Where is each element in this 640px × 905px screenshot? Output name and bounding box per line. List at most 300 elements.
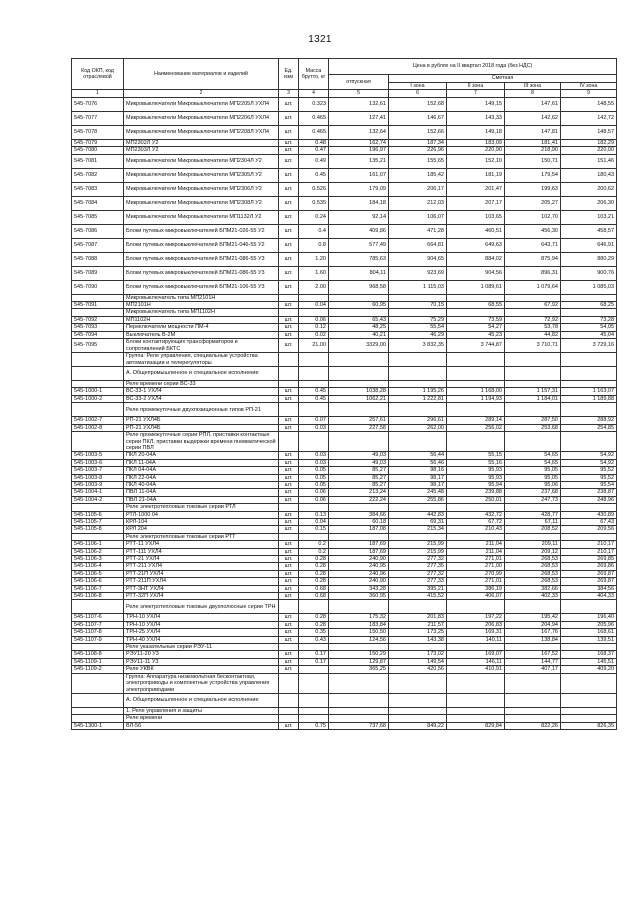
row-mass: 0.28	[299, 556, 329, 563]
row-zone-2-price	[447, 381, 505, 388]
row-release-price: 175,32	[329, 614, 389, 621]
row-unit: шт.	[279, 224, 299, 238]
row-mass: 0.43	[299, 636, 329, 643]
table-row	[72, 316, 617, 323]
table-row	[72, 381, 617, 388]
row-mass: 0.465	[299, 125, 329, 139]
row-name: Блоки путевых микровыключателей БПМ21-026-55 У2	[124, 224, 279, 238]
row-unit: шт.	[279, 636, 299, 643]
row-zone-1-price: 46,29	[389, 331, 447, 338]
row-zone-3-price	[505, 693, 561, 707]
row-unit: шт.	[279, 424, 299, 431]
row-release-price	[329, 504, 389, 511]
row-zone-4-price: 1 085,03	[561, 280, 617, 294]
row-zone-4-price: 210,17	[561, 541, 617, 548]
row-name: ПКЛ 22-04А	[124, 474, 279, 481]
table-row	[72, 621, 617, 628]
row-zone-2-price: 406,07	[447, 593, 505, 600]
row-release-price: 85,27	[329, 474, 389, 481]
row-zone-4-price	[561, 707, 617, 714]
row-release-price: 60,18	[329, 518, 389, 525]
row-zone-1-price: 277,32	[389, 556, 447, 563]
row-zone-1-price	[389, 693, 447, 707]
row-zone-3-price: 896,31	[505, 266, 561, 280]
row-zone-1-price: 277,32	[389, 570, 447, 577]
row-release-price: 240,90	[329, 556, 389, 563]
row-mass: 0.06	[299, 496, 329, 503]
row-zone-3-price: 1 157,31	[505, 388, 561, 395]
row-zone-2-price: 432,72	[447, 511, 505, 518]
row-code: 545-1107-7	[72, 621, 124, 628]
row-zone-4-price: 182,29	[561, 139, 617, 146]
row-code: 545-7079	[72, 139, 124, 146]
row-unit: шт.	[279, 339, 299, 353]
row-name: ТРН-25 УХЛ4	[124, 629, 279, 636]
row-name: Реле промежуточные двухпозиционные типов РП-21	[124, 403, 279, 417]
row-name: Микровыключатель типа МП1102Н	[124, 309, 279, 316]
row-zone-4-price: 148,57	[561, 125, 617, 139]
row-zone-3-price: 102,70	[505, 210, 561, 224]
row-zone-1-price: 395,21	[389, 585, 447, 592]
row-zone-3-price: 382,66	[505, 585, 561, 592]
row-zone-2-price	[447, 504, 505, 511]
row-code	[72, 432, 124, 452]
row-zone-3-price	[505, 707, 561, 714]
row-zone-4-price	[561, 403, 617, 417]
row-release-price: 40,21	[329, 331, 389, 338]
row-zone-2-price: 410,91	[447, 666, 505, 673]
row-zone-2-price: 1 194,93	[447, 395, 505, 402]
row-zone-4-price: 210,17	[561, 548, 617, 555]
row-release-price	[329, 432, 389, 452]
row-code	[72, 715, 124, 722]
table-row	[72, 125, 617, 139]
row-zone-2-price: 250,01	[447, 496, 505, 503]
row-code: 545-7086	[72, 224, 124, 238]
row-zone-3-price: 205,27	[505, 196, 561, 210]
row-zone-4-price: 205,96	[561, 621, 617, 628]
row-zone-2-price: 146,11	[447, 658, 505, 665]
row-zone-1-price: 149,54	[389, 658, 447, 665]
row-zone-1-price	[389, 381, 447, 388]
row-unit: шт.	[279, 266, 299, 280]
row-zone-1-price: 56,46	[389, 459, 447, 466]
row-zone-1-price	[389, 294, 447, 301]
table-row	[72, 614, 617, 621]
row-zone-2-price: 152,10	[447, 154, 505, 168]
row-unit: шт.	[279, 614, 299, 621]
row-mass: 0.45	[299, 395, 329, 402]
row-zone-1-price	[389, 432, 447, 452]
row-unit: шт.	[279, 252, 299, 266]
row-code: 545-7083	[72, 182, 124, 196]
row-zone-1-price: 143,38	[389, 636, 447, 643]
row-code: 545-7080	[72, 147, 124, 154]
row-mass: 0.465	[299, 111, 329, 125]
row-release-price: 222,24	[329, 496, 389, 503]
row-mass: 0.35	[299, 629, 329, 636]
table-row	[72, 432, 617, 452]
row-zone-1-price	[389, 367, 447, 381]
row-name: Блоки путевых микровыключателей БПМ21-086-55 У3	[124, 252, 279, 266]
row-mass: 1.20	[299, 252, 329, 266]
row-unit	[279, 707, 299, 714]
row-release-price	[329, 367, 389, 381]
header-zone-3: III зона	[505, 83, 561, 90]
table-row	[72, 644, 617, 651]
row-code: 545-7087	[72, 238, 124, 252]
row-code: 545-1106-7	[72, 585, 124, 592]
row-zone-3-price: 138,84	[505, 636, 561, 643]
row-zone-1-price	[389, 403, 447, 417]
row-zone-4-price	[561, 673, 617, 693]
column-number: 2	[124, 90, 279, 97]
row-zone-2-price: 169,31	[447, 629, 505, 636]
row-release-price: 257,61	[329, 417, 389, 424]
row-code	[72, 309, 124, 316]
row-zone-3-price	[505, 294, 561, 301]
row-zone-1-price: 255,86	[389, 496, 447, 503]
row-code: 545-7081	[72, 154, 124, 168]
row-mass: 0.68	[299, 585, 329, 592]
row-unit: шт.	[279, 489, 299, 496]
table-row	[72, 481, 617, 488]
column-number-row	[72, 90, 617, 97]
row-zone-4-price: 148,55	[561, 97, 617, 111]
row-release-price: 132,61	[329, 97, 389, 111]
row-release-price: 92,14	[329, 210, 389, 224]
row-code: 545-7078	[72, 125, 124, 139]
row-zone-1-price: 1 195,26	[389, 388, 447, 395]
row-release-price: 360,95	[329, 593, 389, 600]
row-mass: 0.45	[299, 168, 329, 182]
row-release-price	[329, 707, 389, 714]
row-zone-1-price	[389, 504, 447, 511]
row-zone-1-price: 904,65	[389, 252, 447, 266]
row-zone-2-price: 271,01	[447, 556, 505, 563]
row-mass: 0.49	[299, 154, 329, 168]
row-code: 545-1108-8	[72, 651, 124, 658]
row-zone-1-price: 201,83	[389, 614, 447, 621]
row-zone-4-price	[561, 533, 617, 540]
row-zone-4-price: 73,28	[561, 316, 617, 323]
row-zone-2-price: 95,94	[447, 481, 505, 488]
row-zone-1-price: 442,83	[389, 511, 447, 518]
table-row	[72, 210, 617, 224]
row-zone-2-price: 149,15	[447, 97, 505, 111]
row-release-price	[329, 403, 389, 417]
row-release-price: 240,90	[329, 578, 389, 585]
row-unit	[279, 294, 299, 301]
row-name: ПКЛ 20-04А	[124, 452, 279, 459]
row-zone-3-price: 67,11	[505, 518, 561, 525]
row-release-price	[329, 533, 389, 540]
row-zone-3-price: 209,12	[505, 548, 561, 555]
row-zone-4-price: 67,43	[561, 518, 617, 525]
row-name: ВС-33-1 УХЛ4	[124, 388, 279, 395]
row-release-price	[329, 353, 389, 367]
row-name: РТТ-21П УХЛ4	[124, 570, 279, 577]
row-release-price: 1038,28	[329, 388, 389, 395]
row-release-price: 3329,00	[329, 339, 389, 353]
row-release-price	[329, 673, 389, 693]
row-unit: шт.	[279, 238, 299, 252]
row-zone-1-price: 75,29	[389, 316, 447, 323]
row-name: Микровыключатели Микровыключатели МП2306Л У2	[124, 182, 279, 196]
row-mass: 0.75	[299, 722, 329, 729]
row-mass: 0.02	[299, 331, 329, 338]
row-zone-4-price: 95,54	[561, 481, 617, 488]
row-unit: шт.	[279, 395, 299, 402]
row-zone-3-price: 195,42	[505, 614, 561, 621]
row-zone-3-price: 875,94	[505, 252, 561, 266]
row-zone-4-price	[561, 600, 617, 614]
row-zone-3-price: 428,77	[505, 511, 561, 518]
row-mass: 0.06	[299, 316, 329, 323]
row-zone-2-price: 55,16	[447, 459, 505, 466]
row-release-price: 785,63	[329, 252, 389, 266]
row-code: 545-7092	[72, 316, 124, 323]
row-unit: шт.	[279, 125, 299, 139]
table-row	[72, 489, 617, 496]
row-name: Микровыключатели Микровыключатели МП2205Л УХЛ4	[124, 97, 279, 111]
row-code	[72, 600, 124, 614]
header-zone-2: II зона	[447, 83, 505, 90]
row-unit	[279, 533, 299, 540]
row-zone-1-price: 70,15	[389, 302, 447, 309]
row-zone-2-price	[447, 294, 505, 301]
row-zone-4-price: 404,33	[561, 593, 617, 600]
row-name: РТТ-111 УХЛ4	[124, 548, 279, 555]
row-zone-3-price: 268,53	[505, 578, 561, 585]
row-zone-4-price: 45,04	[561, 331, 617, 338]
header-unit: Ед. изм	[279, 59, 299, 90]
row-mass	[299, 707, 329, 714]
row-release-price: 577,49	[329, 238, 389, 252]
row-code	[72, 403, 124, 417]
row-zone-3-price: 237,68	[505, 489, 561, 496]
row-name: РТЛ-1000 04	[124, 511, 279, 518]
table-row	[72, 636, 617, 643]
table-row	[72, 541, 617, 548]
row-zone-4-price: 168,37	[561, 651, 617, 658]
table-row	[72, 154, 617, 168]
row-zone-3-price: 147,61	[505, 97, 561, 111]
row-unit	[279, 403, 299, 417]
row-zone-2-price	[447, 533, 505, 540]
row-mass: 0.05	[299, 481, 329, 488]
row-name: РТТ-3НТ УХЛ4	[124, 585, 279, 592]
row-zone-3-price: 144,77	[505, 658, 561, 665]
row-unit: шт.	[279, 570, 299, 577]
row-zone-2-price	[447, 432, 505, 452]
row-zone-1-price: 212,03	[389, 196, 447, 210]
row-unit: шт.	[279, 548, 299, 555]
row-release-price: 343,28	[329, 585, 389, 592]
row-code: 545-7088	[72, 252, 124, 266]
row-zone-3-price	[505, 600, 561, 614]
row-code: 545-1002-7	[72, 417, 124, 424]
row-zone-2-price: 140,11	[447, 636, 505, 643]
row-unit: шт.	[279, 563, 299, 570]
row-release-price: 127,41	[329, 111, 389, 125]
table-row	[72, 548, 617, 555]
row-release-price: 49,03	[329, 459, 389, 466]
row-name: Переключатели мощности ПМ-4	[124, 324, 279, 331]
row-mass: 0.28	[299, 614, 329, 621]
table-body	[72, 97, 617, 729]
row-zone-1-price: 226,96	[389, 147, 447, 154]
row-mass	[299, 367, 329, 381]
row-zone-4-price	[561, 504, 617, 511]
header-price-group: Цена в рублях на II квартал 2018 года (без НДС)	[329, 59, 617, 75]
row-mass: 0.05	[299, 474, 329, 481]
table-row	[72, 224, 617, 238]
row-release-price	[329, 693, 389, 707]
row-code: 545-7090	[72, 280, 124, 294]
row-unit	[279, 644, 299, 651]
row-mass	[299, 504, 329, 511]
table-row	[72, 496, 617, 503]
row-unit	[279, 693, 299, 707]
row-code	[72, 367, 124, 381]
table-row	[72, 367, 617, 381]
row-name: ТРН-10 УХЛ4	[124, 621, 279, 628]
row-zone-4-price: 142,72	[561, 111, 617, 125]
row-code: 545-7082	[72, 168, 124, 182]
row-zone-4-price: 54,92	[561, 459, 617, 466]
row-zone-4-price: 168,61	[561, 629, 617, 636]
row-zone-1-price: 98,17	[389, 481, 447, 488]
row-name: Группа: Реле управления, специальные устройства автоматизации и телерегуляторы	[124, 353, 279, 367]
row-zone-1-price: 215,99	[389, 548, 447, 555]
column-number: 8	[505, 90, 561, 97]
row-zone-1-price: 152,68	[389, 97, 447, 111]
row-name: МП1102Н	[124, 316, 279, 323]
row-mass: 0.13	[299, 511, 329, 518]
row-unit: шт.	[279, 210, 299, 224]
row-mass: 0.15	[299, 526, 329, 533]
row-zone-1-price	[389, 715, 447, 722]
row-zone-4-price: 220,00	[561, 147, 617, 154]
row-release-price: 240,95	[329, 563, 389, 570]
table-row	[72, 388, 617, 395]
table-row	[72, 182, 617, 196]
row-zone-1-price: 187,34	[389, 139, 447, 146]
row-unit: шт.	[279, 154, 299, 168]
row-release-price	[329, 294, 389, 301]
row-unit: шт.	[279, 388, 299, 395]
row-zone-4-price: 180,43	[561, 168, 617, 182]
row-mass	[299, 403, 329, 417]
row-mass: 0.45	[299, 388, 329, 395]
row-zone-4-price: 68,25	[561, 302, 617, 309]
row-code: 545-1003-6	[72, 459, 124, 466]
row-zone-3-price	[505, 673, 561, 693]
row-name: Блоки контактирующих трансформаторов и сопротивлений БКТС	[124, 339, 279, 353]
row-zone-4-price	[561, 381, 617, 388]
row-unit: шт.	[279, 459, 299, 466]
row-zone-4-price: 95,52	[561, 474, 617, 481]
row-zone-1-price: 1 222,81	[389, 395, 447, 402]
row-zone-4-price: 288,92	[561, 417, 617, 424]
table-row	[72, 600, 617, 614]
row-zone-4-price: 269,85	[561, 556, 617, 563]
row-code	[72, 294, 124, 301]
row-zone-2-price: 143,33	[447, 111, 505, 125]
row-zone-2-price: 149,18	[447, 125, 505, 139]
row-zone-4-price: 826,35	[561, 722, 617, 729]
row-zone-3-price: 456,30	[505, 224, 561, 238]
header-mass: Масса брутто, кг	[299, 59, 329, 90]
table-row	[72, 467, 617, 474]
header-zone-4: IV зона	[561, 83, 617, 90]
row-mass	[299, 600, 329, 614]
row-zone-4-price	[561, 309, 617, 316]
row-name: РТТ-21 УХЛ4	[124, 556, 279, 563]
row-name: КРЛ 204	[124, 526, 279, 533]
row-name: Микровыключатели Микровыключатели МП2206Л УХЛ4	[124, 111, 279, 125]
row-zone-4-price: 458,57	[561, 224, 617, 238]
row-zone-2-price: 95,93	[447, 467, 505, 474]
row-name: РП-21 УХЛ4Б	[124, 417, 279, 424]
column-number: 1	[72, 90, 124, 97]
row-release-price: 183,84	[329, 621, 389, 628]
row-zone-1-price: 206,17	[389, 182, 447, 196]
row-release-price: 85,27	[329, 481, 389, 488]
row-zone-3-price: 407,17	[505, 666, 561, 673]
row-zone-1-price: 106,07	[389, 210, 447, 224]
row-zone-2-price: 271,00	[447, 563, 505, 570]
row-zone-4-price	[561, 294, 617, 301]
row-unit: шт.	[279, 111, 299, 125]
row-mass: 0.47	[299, 147, 329, 154]
row-zone-2-price: 271,01	[447, 578, 505, 585]
row-zone-4-price: 269,86	[561, 563, 617, 570]
row-name: Микровыключатели Микровыключатели МП2305Л У2	[124, 168, 279, 182]
row-name: РТТ-32П УХЛ4	[124, 593, 279, 600]
row-zone-3-price: 3 710,71	[505, 339, 561, 353]
row-code	[72, 693, 124, 707]
row-zone-2-price: 206,83	[447, 621, 505, 628]
row-mass	[299, 666, 329, 673]
row-zone-1-price: 277,33	[389, 578, 447, 585]
row-zone-1-price: 415,52	[389, 593, 447, 600]
row-zone-2-price: 3 744,87	[447, 339, 505, 353]
row-zone-2-price: 239,88	[447, 489, 505, 496]
row-zone-2-price: 45,23	[447, 331, 505, 338]
column-number: 9	[561, 90, 617, 97]
row-mass	[299, 432, 329, 452]
row-zone-3-price	[505, 367, 561, 381]
row-zone-1-price: 471,28	[389, 224, 447, 238]
row-code	[72, 504, 124, 511]
row-name: Реле промежуточные серии РПЛ, приставки контактные серии ПКЛ, приставки выдержки времени пневматической серии ПВЛ	[124, 432, 279, 452]
row-name: ПВЛ 21-04А	[124, 496, 279, 503]
row-zone-3-price: 268,53	[505, 563, 561, 570]
row-zone-2-price	[447, 309, 505, 316]
row-unit: шт.	[279, 541, 299, 548]
row-zone-3-price	[505, 403, 561, 417]
row-zone-2-price	[447, 367, 505, 381]
table-row	[72, 196, 617, 210]
row-zone-4-price: 269,87	[561, 578, 617, 585]
row-zone-1-price: 277,35	[389, 563, 447, 570]
row-zone-3-price	[505, 644, 561, 651]
row-code: 545-1004-2	[72, 496, 124, 503]
row-release-price: 187,69	[329, 548, 389, 555]
row-name: РТТ-211 УХЛ4	[124, 563, 279, 570]
